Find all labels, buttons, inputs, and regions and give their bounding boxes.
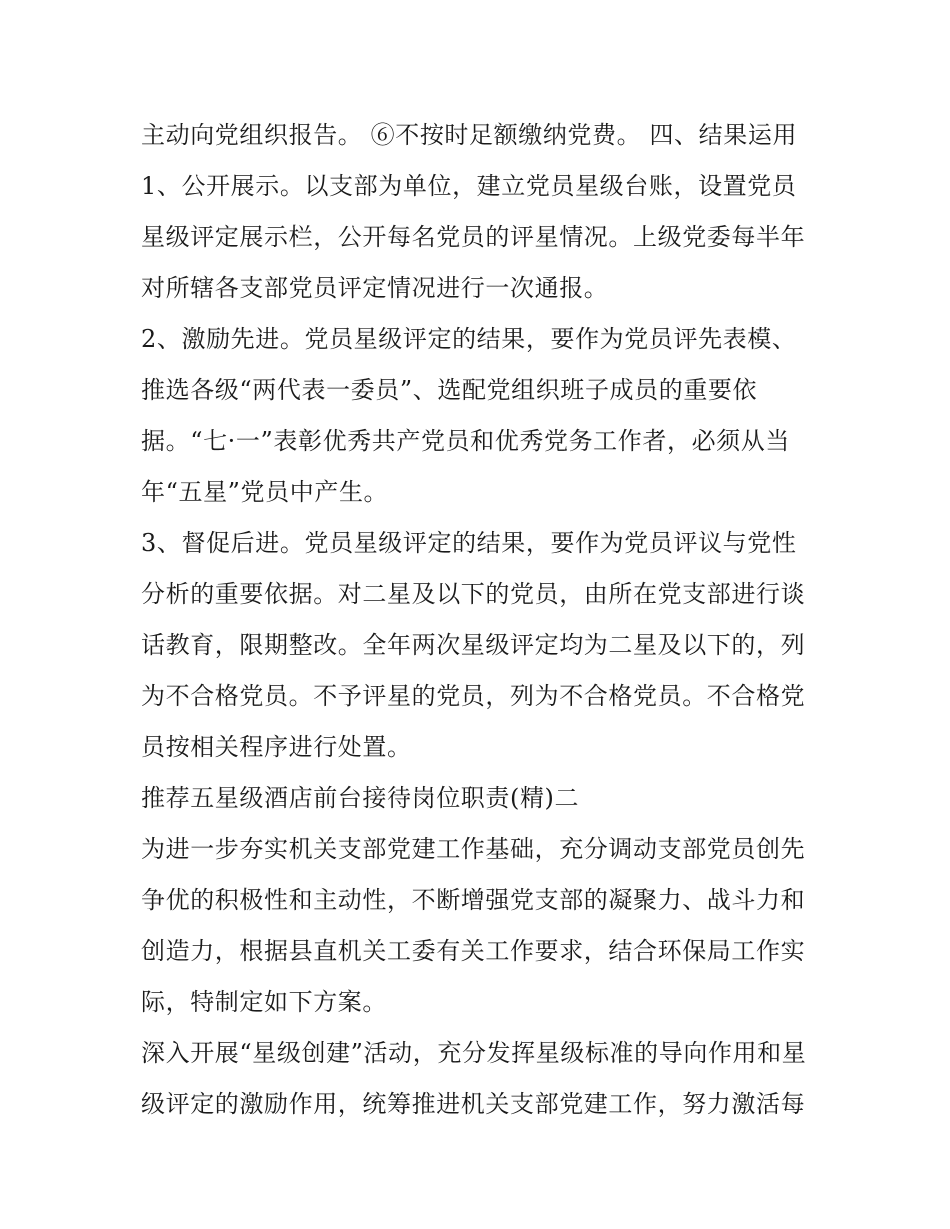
text-line: 创造力，根据县直机关工委有关工作要求，结合环保局工作实: [141, 937, 806, 965]
text-line: 话教育，限期整改。全年两次星级评定均为二星及以下的，列: [141, 631, 806, 659]
text-line: 分析的重要依据。对二星及以下的党员，由所在党支部进行谈: [141, 580, 806, 608]
text-line: 年“五星”党员中产生。: [141, 478, 389, 506]
text-line: 争优的积极性和主动性，不断增强党支部的凝聚力、战斗力和: [141, 886, 806, 914]
text-line: 为不合格党员。不予评星的党员，列为不合格党员。不合格党: [141, 682, 806, 710]
text-line: 1、公开展示。以支部为单位，建立党员星级台账，设置党员: [141, 172, 797, 200]
document-body: [141, 110, 821, 1130]
text-line: 际，特制定如下方案。: [141, 988, 387, 1016]
text-line: 对所辖各支部党员评定情况进行一次通报。: [141, 274, 609, 302]
text-line: 员按相关程序进行处置。: [141, 733, 412, 761]
text-line: 星级评定展示栏，公开每名党员的评星情况。上级党委每半年: [141, 223, 806, 251]
text-line: 主动向党组织报告。 ⑥不按时足额缴纳党费。 四、结果运用: [141, 121, 798, 149]
text-line: 推选各级“两代表一委员”、选配党组织班子成员的重要依: [141, 376, 758, 404]
text-line: 3、督促后进。党员星级评定的结果，要作为党员评议与党性: [141, 529, 797, 557]
text-line: 深入开展“星级创建”活动，充分发挥星级标准的导向作用和星: [141, 1039, 807, 1067]
text-line: 2、激励先进。党员星级评定的结果，要作为党员评先表模、: [141, 325, 797, 353]
text-line: 据。“七·一”表彰优秀共产党员和优秀党务工作者，必须从当: [141, 427, 790, 455]
text-line: 为进一步夯实机关支部党建工作基础，充分调动支部党员创先: [141, 835, 806, 863]
section-heading: 推荐五星级酒店前台接待岗位职责(精)二: [141, 784, 580, 812]
text-line: 级评定的激励作用，统筹推进机关支部党建工作，努力激活每: [141, 1090, 806, 1118]
